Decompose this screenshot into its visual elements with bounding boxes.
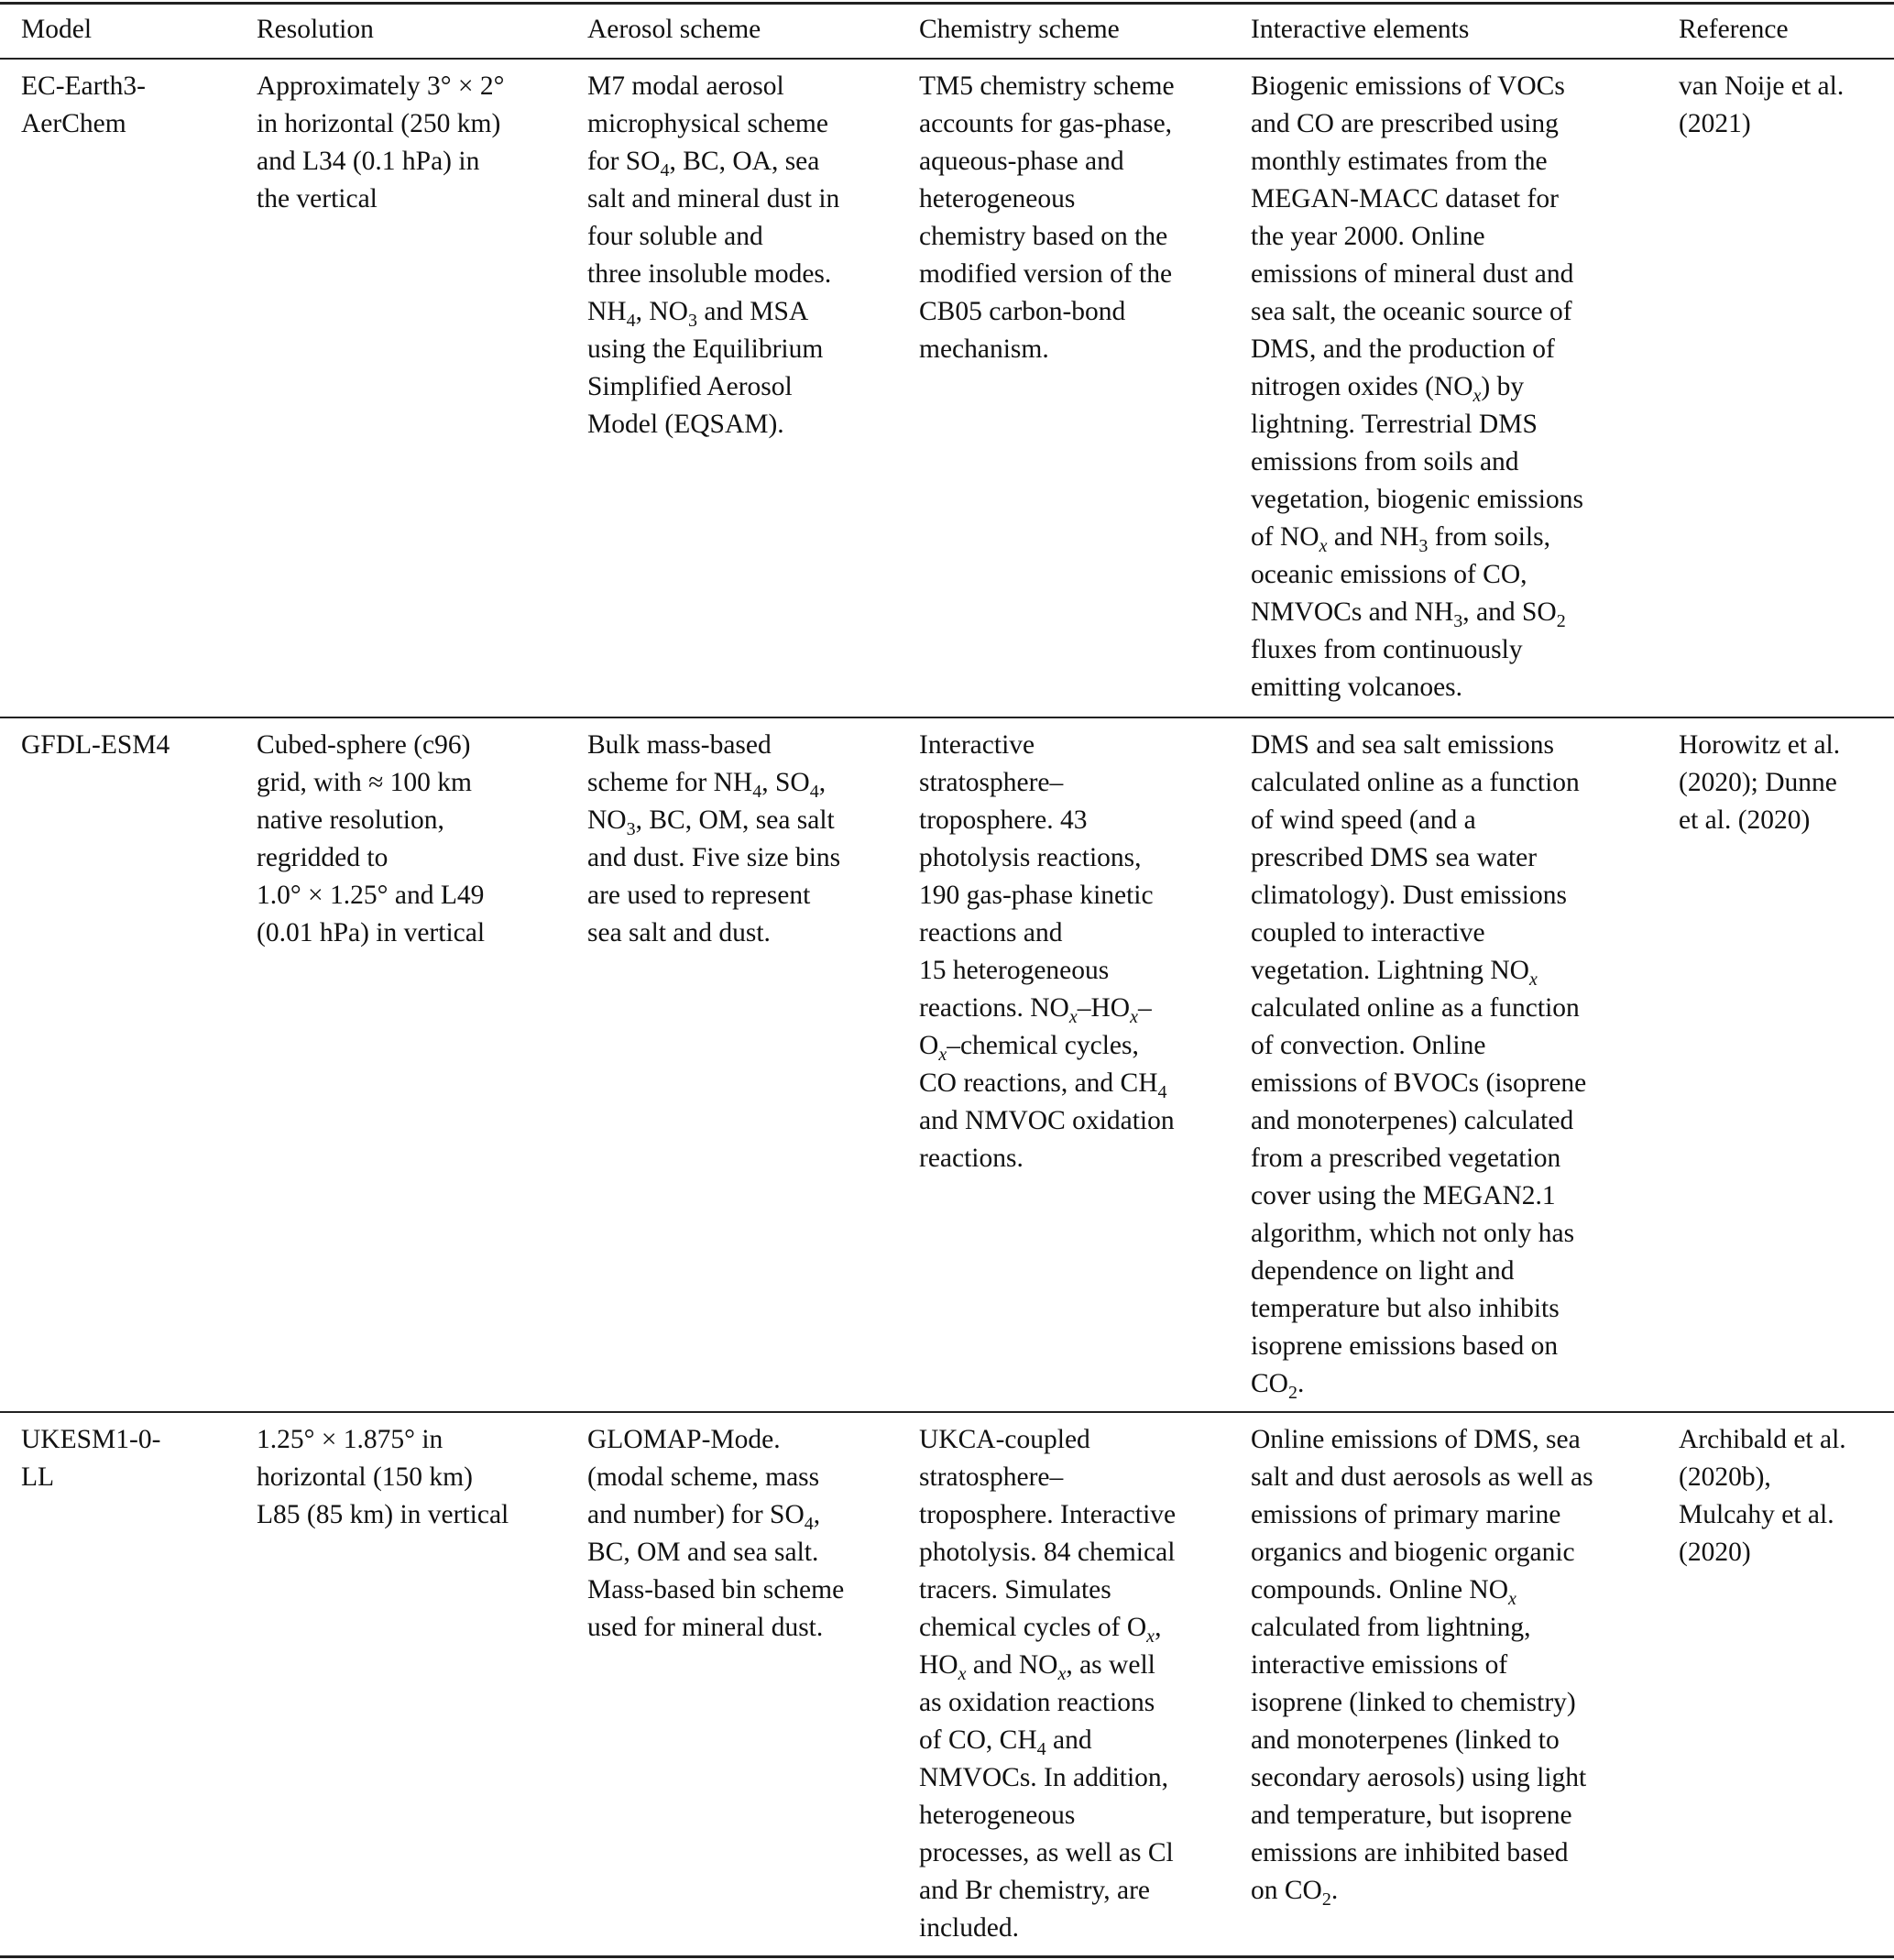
cell-line: of CO, $CH_4$ and (919, 1725, 1092, 1759)
cell-line: UKCA-coupled (919, 1425, 1090, 1454)
cell-line: 15 heterogeneous (919, 956, 1110, 985)
cell-line: AerChem (21, 109, 126, 138)
cell-line: (0.01 hPa) in vertical (257, 918, 486, 947)
cell-line: reactions. $NO_x-HO_x-$ (919, 993, 1152, 1027)
cell-line: CB05 carbon-bond (919, 297, 1126, 326)
cell-line: Approximately 3° × 2° (257, 71, 505, 101)
subscript: 4 (660, 160, 670, 181)
cell-line: DMS, and the production of (1251, 334, 1555, 364)
cell-line: LL (21, 1462, 55, 1492)
cell-chemistry-scheme (919, 727, 1175, 1177)
cell-line: emissions are inhibited based (1251, 1838, 1569, 1867)
cell-line: Interactive (919, 730, 1035, 760)
cell-line: (2021) (1679, 109, 1751, 138)
cell-line: and Br chemistry, are (919, 1876, 1151, 1905)
subscript: x (1508, 1589, 1516, 1609)
subscript: 4 (804, 1514, 814, 1534)
cell-line: included. (919, 1913, 1019, 1943)
subscript: x (1473, 386, 1482, 406)
cell-aerosol-scheme (587, 68, 839, 443)
cell-line: calculated from lightning, (1251, 1613, 1531, 1642)
subscript: 4 (1157, 1082, 1167, 1102)
cell-line: M7 modal aerosol (587, 71, 784, 101)
cell-line: MEGAN-MACC dataset for (1251, 184, 1559, 214)
cell-reference (1679, 727, 1840, 839)
cell-line: of $NO_x$ and $NH_3$ from soils, (1251, 522, 1550, 556)
subscript: 2 (1287, 1383, 1297, 1403)
cell-line: aqueous-phase and (919, 147, 1124, 176)
cell-line: (2020); Dunne (1679, 768, 1837, 797)
cell-line: calculated online as a function (1251, 768, 1580, 797)
cell-line: modified version of the (919, 259, 1173, 289)
cell-line: GLOMAP-Mode. (587, 1425, 781, 1454)
cell-line: monthly estimates from the (1251, 147, 1548, 176)
cell-line: NMVOCs and $NH_3$, and $SO_2$ (1251, 597, 1566, 631)
cell-model (21, 1421, 160, 1496)
cell-interactive-elements (1251, 727, 1586, 1403)
table-bottom-rule (0, 1955, 1894, 1958)
subscript: 3 (626, 819, 636, 839)
cell-line: cover using the MEGAN2.1 (1251, 1181, 1556, 1210)
cell-line: emissions of mineral dust and (1251, 259, 1574, 289)
cell-line: sea salt, the oceanic source of (1251, 297, 1572, 326)
subscript: x (958, 1664, 967, 1684)
cell-line: native resolution, (257, 805, 444, 835)
cell-line: emissions of primary marine (1251, 1500, 1561, 1529)
row-divider-1 (0, 717, 1894, 718)
cell-line: chemical cycles of $O_x$, (919, 1613, 1162, 1647)
cell-line: interactive emissions of (1251, 1650, 1508, 1680)
cell-line: salt and mineral dust in (587, 184, 840, 214)
cell-line: $HO_x$ and $NO_x$, as well (919, 1650, 1155, 1684)
cell-line: climatology). Dust emissions (1251, 881, 1567, 910)
cell-line: and NMVOC oxidation (919, 1106, 1175, 1135)
cell-line: Archibald et al. (1679, 1425, 1846, 1454)
cell-line: four soluble and (587, 222, 763, 251)
cell-line: and monoterpenes (linked to (1251, 1725, 1560, 1755)
cell-line: tracers. Simulates (919, 1575, 1111, 1604)
cell-line: Biogenic emissions of VOCs (1251, 71, 1565, 101)
cell-line: (modal scheme, mass (587, 1462, 820, 1492)
table-top-rule (0, 2, 1894, 5)
cell-line: dependence on light and (1251, 1256, 1515, 1286)
cell-line: emitting volcanoes. (1251, 673, 1463, 702)
cell-line: grid, with ≈ 100 km (257, 768, 472, 797)
cell-line: of wind speed (and a (1251, 805, 1476, 835)
cell-line: (2020) (1679, 1538, 1751, 1567)
cell-line: emissions from soils and (1251, 447, 1519, 476)
cell-resolution (257, 68, 504, 218)
cell-line: using the Equilibrium (587, 334, 824, 364)
subscript: 4 (626, 311, 636, 331)
subscript: 4 (752, 782, 762, 802)
cell-line: troposphere. Interactive (919, 1500, 1177, 1529)
cell-line: van Noije et al. (1679, 71, 1845, 101)
cell-line: nitrogen oxides $(NO_x)$ by (1251, 372, 1525, 406)
cell-line: Horowitz et al. (1679, 730, 1841, 760)
cell-line: reactions. (919, 1144, 1024, 1173)
cell-line: and dust. Five size bins (587, 843, 841, 872)
cell-line: for $SO_4$, BC, OA, sea (587, 147, 820, 181)
cell-line: secondary aerosols) using light (1251, 1763, 1587, 1792)
cell-line: heterogeneous (919, 1801, 1076, 1830)
cell-line: (2020b), (1679, 1462, 1771, 1492)
cell-line: processes, as well as Cl (919, 1838, 1174, 1867)
subscript: 3 (1418, 536, 1429, 556)
cell-line: calculated online as a function (1251, 993, 1580, 1023)
column-header-interactive-elements: Interactive elements (1251, 15, 1470, 44)
cell-line: stratosphere– (919, 768, 1064, 797)
cell-line: stratosphere– (919, 1462, 1064, 1492)
cell-line: emissions of BVOCs (isoprene (1251, 1068, 1587, 1098)
subscript: 4 (809, 782, 819, 802)
cell-chemistry-scheme (919, 68, 1175, 368)
cell-line: GFDL-ESM4 (21, 730, 170, 760)
subscript: 2 (1321, 1889, 1331, 1910)
cell-line: Online emissions of DMS, sea (1251, 1425, 1581, 1454)
cell-interactive-elements (1251, 1421, 1593, 1910)
cell-line: BC, OM and sea salt. (587, 1538, 819, 1567)
cell-line: horizontal (150 km) (257, 1462, 473, 1492)
cell-aerosol-scheme (587, 1421, 844, 1647)
cell-line: 1.25° × 1.875° in (257, 1425, 443, 1454)
cell-line: mechanism. (919, 334, 1049, 364)
cell-line: temperature but also inhibits (1251, 1294, 1560, 1323)
cell-line: 1.0° × 1.25° and L49 (257, 881, 485, 910)
cell-line: regridded to (257, 843, 389, 872)
cell-line: microphysical scheme (587, 109, 828, 138)
cell-line: troposphere. 43 (919, 805, 1088, 835)
subscript: 2 (1556, 611, 1566, 631)
subscript: x (1319, 536, 1328, 556)
cell-line: the vertical (257, 184, 378, 214)
cell-line: algorithm, which not only has (1251, 1219, 1575, 1248)
cell-resolution (257, 1421, 509, 1534)
column-header-aerosol-scheme: Aerosol scheme (587, 15, 761, 44)
column-header-model: Model (21, 15, 93, 44)
subscript: x (1146, 1626, 1155, 1647)
cell-line: accounts for gas-phase, (919, 109, 1173, 138)
cell-line: and number) for $SO_4$, (587, 1500, 821, 1534)
cell-line: CO reactions, and $CH_4$ (919, 1068, 1167, 1102)
subscript: x (938, 1045, 947, 1065)
cell-line: coupled to interactive (1251, 918, 1485, 947)
cell-line: fluxes from continuously (1251, 635, 1523, 664)
cell-line: photolysis reactions, (919, 843, 1142, 872)
cell-aerosol-scheme (587, 727, 840, 952)
cell-line: and monoterpenes) calculated (1251, 1106, 1574, 1135)
subscript: 3 (1453, 611, 1463, 631)
cell-line: et al. (2020) (1679, 805, 1811, 835)
cell-line: $O_x$–chemical cycles, (919, 1031, 1139, 1065)
cell-model (21, 727, 170, 764)
cell-line: $CO_2$. (1251, 1369, 1305, 1403)
cell-line: Bulk mass-based (587, 730, 772, 760)
cell-line: Model (EQSAM). (587, 410, 784, 439)
cell-line: reactions and (919, 918, 1063, 947)
cell-line: three insoluble modes. (587, 259, 832, 289)
cell-line: $NO_3$, BC, OM, sea salt (587, 805, 835, 839)
cell-line: the year 2000. Online (1251, 222, 1485, 251)
header-bottom-rule (0, 58, 1894, 60)
cell-line: used for mineral dust. (587, 1613, 824, 1642)
cell-line: chemistry based on the (919, 222, 1168, 251)
cell-chemistry-scheme (919, 1421, 1176, 1947)
subscript: 4 (1036, 1739, 1046, 1759)
column-header-chemistry-scheme: Chemistry scheme (919, 15, 1120, 44)
cell-line: are used to represent (587, 881, 811, 910)
cell-resolution (257, 727, 485, 952)
cell-line: as oxidation reactions (919, 1688, 1155, 1717)
cell-line: compounds. Online $NO_x$ (1251, 1575, 1516, 1609)
cell-line: Cubed-sphere (c96) (257, 730, 471, 760)
cell-line: Mass-based bin scheme (587, 1575, 845, 1604)
cell-line: in horizontal (250 km) (257, 109, 501, 138)
column-header-resolution: Resolution (257, 15, 374, 44)
cell-line: Simplified Aerosol (587, 372, 793, 401)
cell-line: organics and biogenic organic (1251, 1538, 1575, 1567)
column-header-reference: Reference (1679, 15, 1789, 44)
subscript: x (1130, 1007, 1138, 1027)
cell-line: DMS and sea salt emissions (1251, 730, 1555, 760)
cell-interactive-elements (1251, 68, 1583, 706)
cell-line: heterogeneous (919, 184, 1076, 214)
subscript: x (1057, 1664, 1067, 1684)
cell-line: lightning. Terrestrial DMS (1251, 410, 1538, 439)
cell-line: isoprene (linked to chemistry) (1251, 1688, 1576, 1717)
cell-line: NMVOCs. In addition, (919, 1763, 1169, 1792)
cell-line: isoprene emissions based on (1251, 1331, 1559, 1361)
cell-line: vegetation. Lightning $NO_x$ (1251, 956, 1538, 990)
cell-line: vegetation, biogenic emissions (1251, 485, 1583, 514)
cell-line: sea salt and dust. (587, 918, 771, 947)
cell-line: photolysis. 84 chemical (919, 1538, 1176, 1567)
cell-reference (1679, 68, 1844, 143)
cell-line: salt and dust aerosols as well as (1251, 1462, 1593, 1492)
subscript: x (1528, 969, 1538, 990)
cell-reference (1679, 1421, 1846, 1571)
cell-line: of convection. Online (1251, 1031, 1486, 1060)
cell-model (21, 68, 146, 143)
cell-line: and temperature, but isoprene (1251, 1801, 1572, 1830)
cell-line: from a prescribed vegetation (1251, 1144, 1561, 1173)
cell-line: prescribed DMS sea water (1251, 843, 1538, 872)
cell-line: $NH_4$, $NO_3$ and MSA (587, 297, 809, 331)
cell-line: and CO are prescribed using (1251, 109, 1559, 138)
subscript: x (1068, 1007, 1078, 1027)
cell-line: 190 gas-phase kinetic (919, 881, 1154, 910)
cell-line: UKESM1-0- (21, 1425, 161, 1454)
cell-line: L85 (85 km) in vertical (257, 1500, 509, 1529)
cell-line: oceanic emissions of CO, (1251, 560, 1527, 589)
cell-line: and L34 (0.1 hPa) in (257, 147, 480, 176)
cell-line: EC-Earth3- (21, 71, 146, 101)
row-divider-2 (0, 1411, 1894, 1413)
cell-line: Mulcahy et al. (1679, 1500, 1834, 1529)
cell-line: TM5 chemistry scheme (919, 71, 1175, 101)
subscript: 3 (687, 311, 697, 331)
cell-line: on $CO_2$. (1251, 1876, 1339, 1910)
cell-line: scheme for $NH_4$, $SO_4$, (587, 768, 827, 802)
